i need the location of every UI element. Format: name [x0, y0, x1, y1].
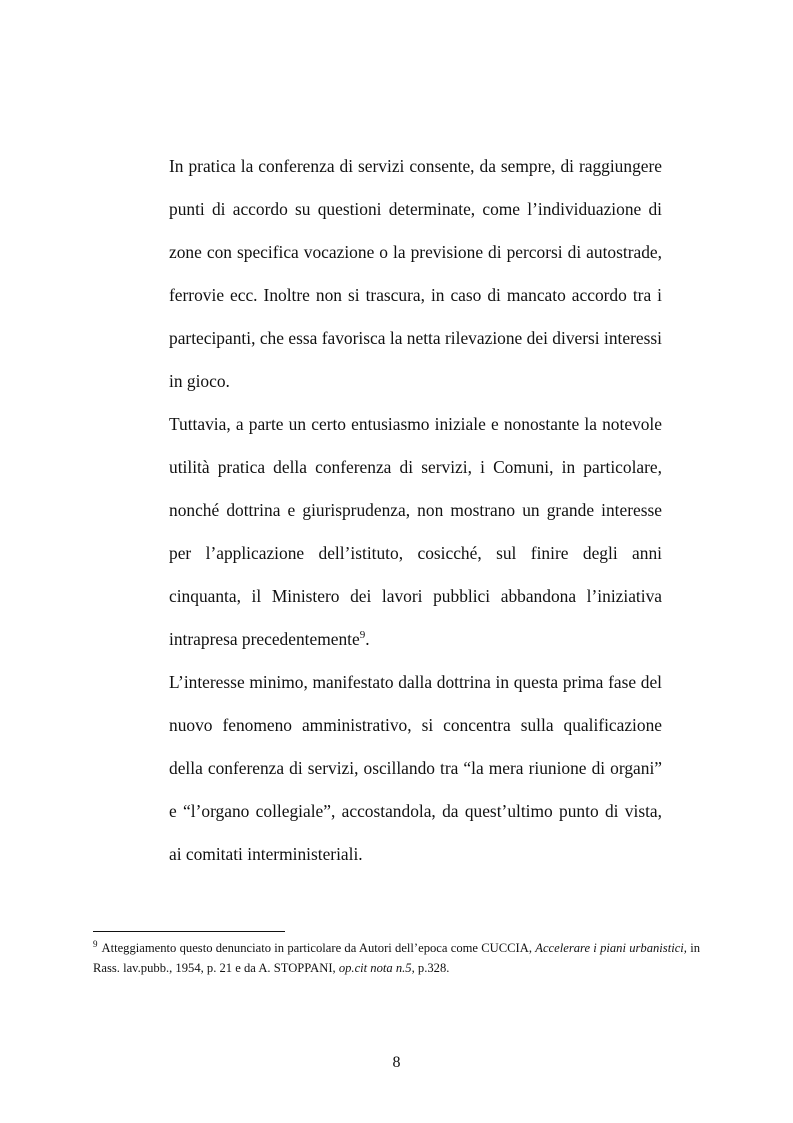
paragraph-1-text: In pratica la conferenza di servizi consente, da sempre, di raggiungere punti di accordo su questioni determinate, come l’individuazione di zone con specifica vocazione o la previsione di percorsi di autostrade, ferrovie ecc. Inoltre non si trascura, in caso di mancato accordo tra i partecipanti, che essa favorisca la netta rilevazione dei diversi interessi in gioco. — [169, 156, 662, 391]
footnote-text-part2: in Rass. lav.pubb., 1954, p. 21 e da A. STOPPANI, — [93, 941, 701, 975]
footnote-reference[interactable]: 9 — [359, 629, 366, 641]
paragraph-2-text: Tuttavia, a parte un certo entusiasmo iniziale e nonostante la notevole utilità pratica della conferenza di servizi, i Comuni, in particolare, nonché dottrina e giurisprudenza, non mostrano un grande interesse per l’applicazione dell’istituto, cosicché, sul finire degli anni cinquanta, il Ministero dei lavori pubblici abbandona l’iniziativa intrapresa precedentemente — [169, 414, 662, 649]
footnote-cited-title-2: op.cit nota n.5, — [338, 961, 415, 975]
paragraph-2 — [169, 403, 662, 661]
footnote-cited-title-1: Accelerare i piani urbanistici, — [535, 941, 687, 955]
footnote-number: 9 — [93, 939, 98, 949]
footnote-text-part1: Atteggiamento questo denunciato in particolare da Autori dell’epoca come CUCCIA, — [101, 941, 536, 955]
paragraph-3 — [169, 661, 662, 876]
footnote — [93, 938, 700, 978]
body-text — [169, 145, 662, 876]
paragraph-3-text: L’interesse minimo, manifestato dalla dottrina in questa prima fase del nuovo fenomeno amministrativo, si concentra sulla qualificazione della conferenza di servizi, oscillando tra “la mera riunione di organi” e “l’organo collegiale”, accostandola, da quest’ultimo punto di vista, ai comitati interministeriali. — [169, 672, 662, 864]
paragraph-2-end: . — [365, 629, 370, 649]
page-number: 8 — [392, 1054, 401, 1071]
footnote-text-part3: p.328. — [414, 961, 450, 975]
footnote-separator — [93, 931, 285, 932]
paragraph-1 — [169, 145, 662, 403]
